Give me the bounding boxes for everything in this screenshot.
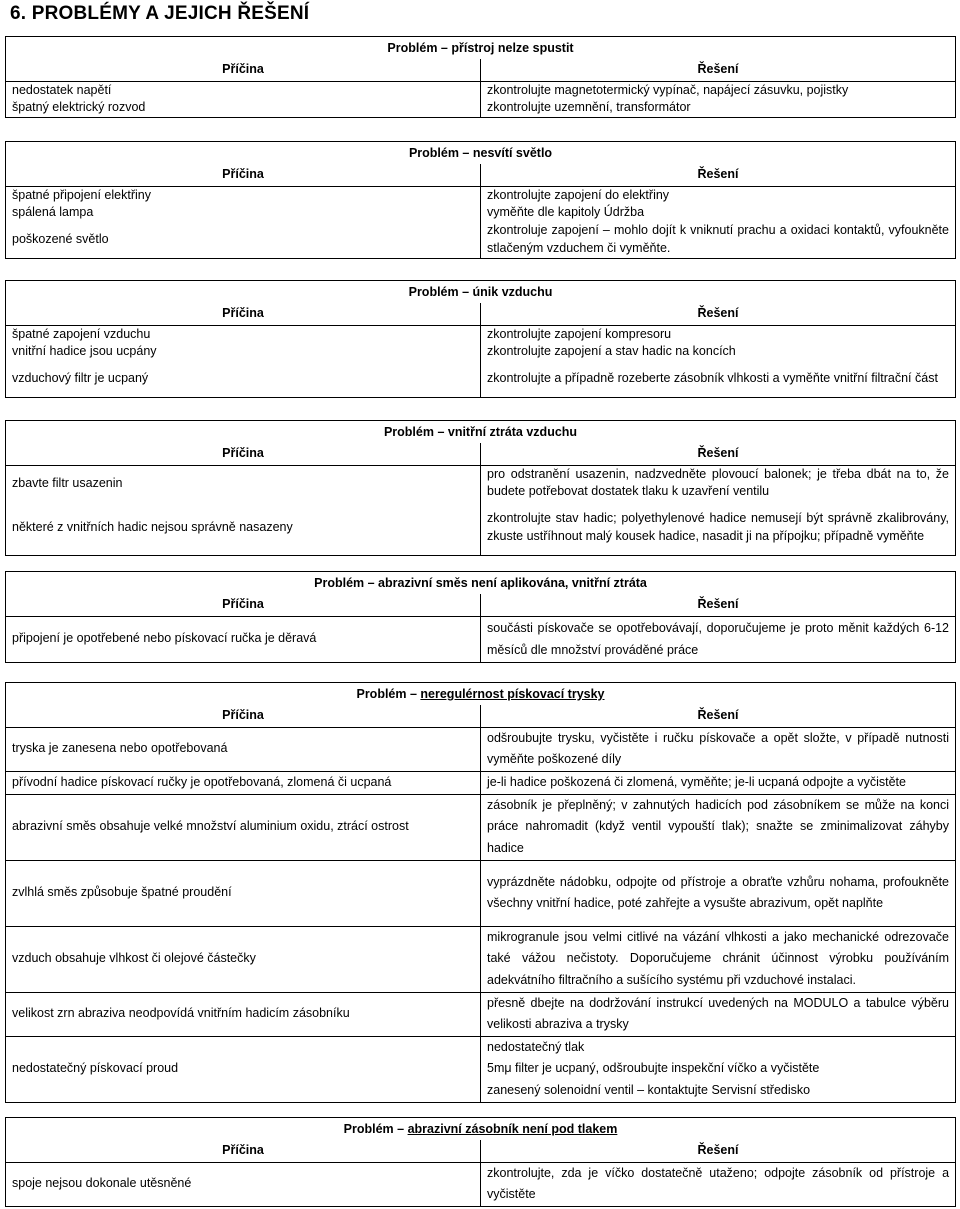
problem-table-4 <box>5 420 956 556</box>
solution-item: mikrogranule jsou velmi citlivé na vázání vlhkosti a jako mechanické odrezovače také vážou nečistoty. Doporučujeme chránit účinnost výrobku používáním adekvátního filtračního a sušícího systému při vzduchové instalaci. <box>481 926 956 992</box>
problem-title: Problém – neregulérnost pískovací trysky <box>6 683 956 706</box>
cause-item: tryska je zanesena nebo opotřebovaná <box>6 727 481 771</box>
solution-item: součásti pískovače se opotřebovávají, doporučujeme je proto měnit každých 6-12 měsíců dle množství prováděné práce <box>481 616 956 662</box>
problem-table-2 <box>5 141 956 259</box>
cause-item: špatné připojení elektřiny <box>6 186 481 204</box>
cause-item: velikost zrn abraziva neodpovídá vnitřním hadicím zásobníku <box>6 992 481 1036</box>
solution-item: 5mμ filter je ucpaný, odšroubujte inspekční víčko a vyčistěte <box>487 1061 820 1076</box>
solution-item: pro odstranění usazenin, nadzvedněte plovoucí balonek; je třeba dbát na to, že budete potřebovat dostatek tlaku k uzavření ventilu <box>481 465 956 501</box>
page-title: 6. PROBLÉMY A JEJICH ŘEŠENÍ <box>10 3 310 24</box>
problem-table-7 <box>5 1117 956 1207</box>
solution-item: zkontrolujte zapojení do elektřiny <box>481 186 956 204</box>
solution-header: Řešení <box>481 594 956 616</box>
cause-header: Příčina <box>6 303 481 325</box>
problem-table-6 <box>5 682 956 1103</box>
cause-item: přívodní hadice pískovací ručky je opotřebovaná, zlomená či ucpaná <box>6 771 481 794</box>
cause-header: Příčina <box>6 59 481 81</box>
cause-item: abrazivní směs obsahuje velké množství aluminium oxidu, ztrácí ostrost <box>6 794 481 860</box>
cause-item: poškozené světlo <box>6 222 481 258</box>
solution-item: zanesený solenoidní ventil – kontaktujte Servisní středisko <box>487 1082 811 1097</box>
cause-item: špatný elektrický rozvod <box>12 100 146 114</box>
cause-item: spálená lampa <box>6 204 481 222</box>
cause-item: zbavte filtr usazenin <box>6 465 481 501</box>
problem-table-5 <box>5 571 956 663</box>
cause-header: Příčina <box>6 1140 481 1162</box>
problem-title: Problém – nesvítí světlo <box>6 142 956 165</box>
problem-table-1 <box>5 36 956 118</box>
cause-item: nedostatečný pískovací proud <box>6 1036 481 1102</box>
cause-item: nedostatek napětí <box>12 82 112 97</box>
problem-title: Problém – přístroj nelze spustit <box>6 37 956 60</box>
solution-item: nedostatečný tlak <box>487 1039 585 1054</box>
problem-title: Problém – vnitřní ztráta vzduchu <box>6 421 956 444</box>
cause-item: některé z vnitřních hadic nejsou správně nasazeny <box>6 501 481 555</box>
solution-item: vyměňte dle kapitoly Údržba <box>481 204 956 222</box>
cause-item: vzduch obsahuje vlhkost či olejové částečky <box>6 926 481 992</box>
solution-cell <box>481 1036 956 1102</box>
problem-title: Problém – abrazivní zásobník není pod tlakem <box>6 1118 956 1141</box>
cause-header: Příčina <box>6 443 481 465</box>
cause-item: připojení je opotřebené nebo pískovací ručka je děravá <box>6 616 481 662</box>
cause-item: vnitřní hadice jsou ucpány <box>6 343 481 361</box>
cause-item: zvlhlá směs způsobuje špatné proudění <box>6 860 481 926</box>
problem-title: Problém – abrazivní směs není aplikována, vnitřní ztráta <box>6 572 956 595</box>
cause-header: Příčina <box>6 164 481 186</box>
solution-header: Řešení <box>481 443 956 465</box>
solution-item: zásobník je přeplněný; v zahnutých hadicích pod zásobníkem se může na konci práce nahromadit (když ventil vypouští tlak); snažte se zminimalizovat záhyby hadice <box>481 794 956 860</box>
solution-item: zkontrolujte a případně rozeberte zásobník vlhkosti a vyměňte vnitřní filtrační část <box>481 361 956 397</box>
cause-header: Příčina <box>6 594 481 616</box>
solution-item: zkontrolujte zapojení kompresoru <box>481 325 956 343</box>
solution-header: Řešení <box>481 164 956 186</box>
problem-table-3 <box>5 280 956 398</box>
cause-item: vzduchový filtr je ucpaný <box>6 361 481 397</box>
solution-item: zkontrolujte magnetotermický vypínač, napájecí zásuvku, pojistky <box>487 82 849 97</box>
cause-item: spoje nejsou dokonale utěsněné <box>6 1162 481 1206</box>
cause-item: špatné zapojení vzduchu <box>6 325 481 343</box>
cause-header: Příčina <box>6 705 481 727</box>
solution-header: Řešení <box>481 1140 956 1162</box>
solution-item: zkontroluje zapojení – mohlo dojít k vniknutí prachu a oxidaci kontaktů, vyfoukněte stlačeným vzduchem či vyměňte. <box>481 222 956 258</box>
solution-item: je-li hadice poškozená či zlomená, vyměňte; je-li ucpaná odpojte a vyčistěte <box>481 771 956 794</box>
solution-item: zkontrolujte uzemnění, transformátor <box>487 100 691 114</box>
solution-cell <box>481 81 956 117</box>
problem-title: Problém – únik vzduchu <box>6 281 956 304</box>
solution-item: odšroubujte trysku, vyčistěte i ručku pískovače a opět složte, v případě nutnosti vyměňte poškozené díly <box>481 727 956 771</box>
solution-header: Řešení <box>481 705 956 727</box>
solution-item: zkontrolujte stav hadic; polyethylenové hadice nemusejí být správně zkalibrovány, zkuste ustříhnout malý kousek hadice, nasadit ji na přípojku; případně vyměňte <box>481 501 956 555</box>
cause-cell <box>6 81 481 117</box>
solution-item: vyprázdněte nádobku, odpojte od přístroje a obraťte vzhůru nohama, profoukněte všechny vnitřní hadice, poté zahřejte a vysušte abrazivum, opět naplňte <box>481 860 956 926</box>
solution-item: zkontrolujte, zda je víčko dostatečně utaženo; odpojte zásobník od přístroje a vyčistěte <box>481 1162 956 1206</box>
solution-item: zkontrolujte zapojení a stav hadic na koncích <box>481 343 956 361</box>
solution-item: přesně dbejte na dodržování instrukcí uvedených na MODULO a tabulce výběru velikosti abraziva a trysky <box>481 992 956 1036</box>
solution-header: Řešení <box>481 59 956 81</box>
solution-header: Řešení <box>481 303 956 325</box>
